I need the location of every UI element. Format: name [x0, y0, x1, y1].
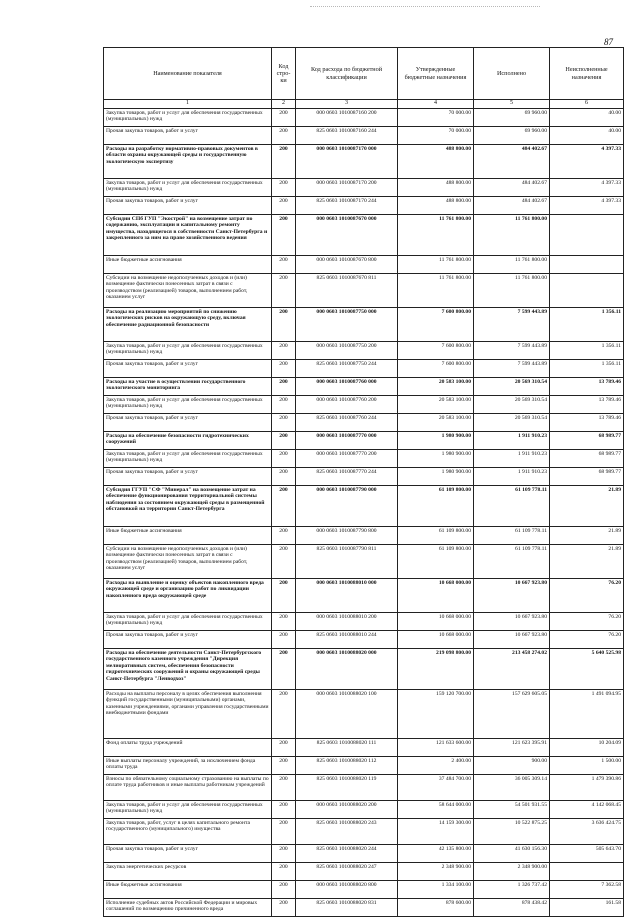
row-line-code: 200: [272, 308, 296, 342]
row-executed: 1 911 910.23: [474, 468, 550, 486]
row-line-code: 200: [272, 256, 296, 274]
table-row: [104, 450, 624, 468]
row-unexecuted: 161.58: [550, 899, 624, 917]
row-executed: 10 522 875.25: [474, 819, 550, 845]
table-row: [104, 819, 624, 845]
row-unexecuted: 1 500.00: [550, 757, 624, 775]
table-row: [104, 899, 624, 917]
row-executed: 484 402.67: [474, 179, 550, 197]
row-approved: 11 761 800.00: [398, 256, 474, 274]
table-row: [104, 215, 624, 256]
row-line-code: 200: [272, 109, 296, 127]
table-row: [104, 179, 624, 197]
table-row: [104, 414, 624, 432]
row-budget-code: 825 0603 1010088020 112: [296, 757, 398, 775]
table-row: [104, 863, 624, 881]
row-executed: 69 960.00: [474, 109, 550, 127]
row-unexecuted: 4 397.33: [550, 197, 624, 215]
row-name: Иные бюджетные ассигнования: [104, 881, 272, 899]
row-budget-code: 000 0603 1010088020 000: [296, 649, 398, 690]
row-budget-code: 000 0603 1010088010 000: [296, 579, 398, 613]
row-line-code: 200: [272, 378, 296, 396]
table-body: [104, 109, 624, 917]
row-name: Прочая закупка товаров, работ и услуг: [104, 631, 272, 649]
row-executed: 7 599 443.89: [474, 308, 550, 342]
table-row: [104, 690, 624, 739]
header-unexecuted: Неисполненные назначения: [550, 48, 624, 100]
row-unexecuted: 3 636 424.75: [550, 819, 624, 845]
row-budget-code: 000 0603 1010087790 800: [296, 527, 398, 545]
row-executed: 10 667 923.80: [474, 613, 550, 631]
row-budget-code: 825 0603 1010087160 244: [296, 127, 398, 145]
row-budget-code: 825 0603 1010088010 244: [296, 631, 398, 649]
row-name: Закупка товаров, работ и услуг для обеспечения государственных (муниципальных) нужд: [104, 179, 272, 197]
row-approved: 61 109 800.00: [398, 486, 474, 527]
table-row: [104, 486, 624, 527]
row-budget-code: 000 0603 1010087770 200: [296, 450, 398, 468]
row-unexecuted: 1 491 094.95: [550, 690, 624, 739]
row-approved: 11 761 800.00: [398, 215, 474, 256]
column-number: 2: [272, 100, 296, 109]
row-budget-code: 825 0603 1010087170 244: [296, 197, 398, 215]
row-unexecuted: 13 789.46: [550, 396, 624, 414]
row-name: Прочая закупка товаров, работ и услуг: [104, 414, 272, 432]
row-budget-code: 000 0603 1010087160 200: [296, 109, 398, 127]
row-name: Фонд оплаты труда учреждений: [104, 739, 272, 757]
table-row: [104, 396, 624, 414]
row-line-code: 200: [272, 432, 296, 450]
row-budget-code: 000 0603 1010088010 200: [296, 613, 398, 631]
row-executed: 10 667 923.80: [474, 631, 550, 649]
header-executed: Исполнено: [474, 48, 550, 100]
row-executed: 20 569 310.54: [474, 396, 550, 414]
row-unexecuted: 4 397.33: [550, 145, 624, 179]
row-unexecuted: 21.89: [550, 486, 624, 527]
row-name: Расходы на выявление и оценку объектов накопленного вреда окружающей среде и организацию работ по ликвидации накопленного вреда окружающей среде: [104, 579, 272, 613]
row-line-code: 200: [272, 649, 296, 690]
table-row: [104, 845, 624, 863]
row-approved: 10 668 000.00: [398, 613, 474, 631]
row-line-code: 200: [272, 197, 296, 215]
row-approved: 10 668 000.00: [398, 631, 474, 649]
table-row: [104, 378, 624, 396]
row-budget-code: 825 0603 1010087770 244: [296, 468, 398, 486]
row-line-code: 200: [272, 450, 296, 468]
row-line-code: 200: [272, 899, 296, 917]
row-line-code: 200: [272, 396, 296, 414]
row-unexecuted: [550, 256, 624, 274]
row-budget-code: 000 0603 1010087790 000: [296, 486, 398, 527]
row-unexecuted: 21.89: [550, 545, 624, 579]
column-number-row: [104, 100, 624, 109]
row-approved: 58 644 000.00: [398, 801, 474, 819]
row-approved: 121 633 600.00: [398, 739, 474, 757]
table-row: [104, 432, 624, 450]
row-executed: 11 761 800.00: [474, 256, 550, 274]
row-name: Расходы на участие в осуществлении государственного экологического мониторинга: [104, 378, 272, 396]
row-unexecuted: 76.20: [550, 579, 624, 613]
row-unexecuted: 40.00: [550, 109, 624, 127]
row-unexecuted: 76.20: [550, 631, 624, 649]
row-approved: 37 484 700.00: [398, 775, 474, 801]
row-name: Закупка энергетических ресурсов: [104, 863, 272, 881]
row-budget-code: 000 0603 1010087170 000: [296, 145, 398, 179]
row-executed: 10 667 923.80: [474, 579, 550, 613]
row-line-code: 200: [272, 342, 296, 360]
table-row: [104, 256, 624, 274]
row-name: Расходы на выплаты персоналу в целях обеспечения выполнения функций государственными (муниципальными) органами, казенными учреждениями, органами управления государственными внебюджетными фондами: [104, 690, 272, 739]
row-line-code: 200: [272, 801, 296, 819]
column-number: 4: [398, 100, 474, 109]
row-unexecuted: 1 356.11: [550, 308, 624, 342]
row-name: Субсидии СПб ГУП "Экострой" на возмещение затрат по содержанию, эксплуатации и капитальному ремонту имущества, находящегося в собственности Санкт-Петербурга и закрепленного за ним на праве хозяйственного ведения: [104, 215, 272, 256]
row-approved: 20 583 100.00: [398, 396, 474, 414]
row-unexecuted: 5 640 525.98: [550, 649, 624, 690]
row-line-code: 200: [272, 613, 296, 631]
header-line-code: Код стро-ки: [272, 48, 296, 100]
row-unexecuted: 4 142 068.45: [550, 801, 624, 819]
header-budget-code: Код расхода по бюджетной классификации: [296, 48, 398, 100]
row-name: Субсидии на возмещение недополученных доходов и (или) возмещение фактически понесенных затрат в связи с производством (реализацией) товаров, выполнением работ, оказанием услуг: [104, 274, 272, 308]
table-row: [104, 775, 624, 801]
row-name: Иные выплаты персоналу учреждений, за исключением фонда оплаты труда: [104, 757, 272, 775]
row-line-code: 200: [272, 863, 296, 881]
row-name: Прочая закупка товаров, работ и услуг: [104, 468, 272, 486]
budget-execution-table: [103, 47, 624, 917]
row-executed: 41 630 156.30: [474, 845, 550, 863]
row-approved: 7 600 800.00: [398, 360, 474, 378]
table-row: [104, 631, 624, 649]
row-unexecuted: 7 362.58: [550, 881, 624, 899]
row-unexecuted: 76.20: [550, 613, 624, 631]
row-line-code: 200: [272, 414, 296, 432]
row-budget-code: 000 0603 1010087670 000: [296, 215, 398, 256]
row-executed: 61 109 778.11: [474, 486, 550, 527]
row-approved: 1 980 900.00: [398, 468, 474, 486]
row-budget-code: 000 0603 1010087170 200: [296, 179, 398, 197]
row-name: Расходы на реализацию мероприятий по снижению экологических рисков на окружающую среду, включая обеспечение радиационной безопасности: [104, 308, 272, 342]
row-executed: 54 501 931.55: [474, 801, 550, 819]
row-line-code: 200: [272, 179, 296, 197]
row-unexecuted: 13 789.46: [550, 414, 624, 432]
row-name: Исполнение судебных актов Российской Федерации и мировых соглашений по возмещению причиненного вреда: [104, 899, 272, 917]
row-approved: 14 159 300.00: [398, 819, 474, 845]
table-row: [104, 109, 624, 127]
row-unexecuted: 21.89: [550, 527, 624, 545]
row-approved: 70 000.00: [398, 109, 474, 127]
row-executed: 20 569 310.54: [474, 414, 550, 432]
column-number: 3: [296, 100, 398, 109]
row-name: Закупка товаров, работ, услуг в целях капитального ремонта государственного (муниципального) имущества: [104, 819, 272, 845]
table-row: [104, 739, 624, 757]
row-name: Закупка товаров, работ и услуг для обеспечения государственных (муниципальных) нужд: [104, 109, 272, 127]
row-line-code: 200: [272, 545, 296, 579]
row-name: Закупка товаров, работ и услуг для обеспечения государственных (муниципальных) нужд: [104, 396, 272, 414]
scan-artifact-line: [310, 6, 540, 8]
row-line-code: 200: [272, 690, 296, 739]
row-executed: 11 761 800.00: [474, 274, 550, 308]
table-row: [104, 197, 624, 215]
row-approved: 20 583 100.00: [398, 378, 474, 396]
row-unexecuted: 68 989.77: [550, 432, 624, 450]
row-executed: 213 458 274.02: [474, 649, 550, 690]
row-budget-code: 825 0603 1010087760 244: [296, 414, 398, 432]
row-approved: 159 120 700.00: [398, 690, 474, 739]
row-approved: 7 600 800.00: [398, 308, 474, 342]
header-name: Наименование показателя: [104, 48, 272, 100]
row-unexecuted: [550, 215, 624, 256]
table-row: [104, 613, 624, 631]
row-executed: 484 402.67: [474, 197, 550, 215]
row-budget-code: 825 0603 1010088020 111: [296, 739, 398, 757]
header-row: [104, 48, 624, 100]
row-name: Субсидия ГГУП "СФ "Минерал" на возмещение затрат на обеспечение функционирования территориальной системы наблюдения за состоянием окружающей среды в размещенной обстановкой на территории Санкт-Петербурга: [104, 486, 272, 527]
row-approved: 1 980 900.00: [398, 450, 474, 468]
row-executed: 900.00: [474, 757, 550, 775]
table-row: [104, 545, 624, 579]
row-approved: 488 800.00: [398, 179, 474, 197]
page-number: 87: [604, 37, 613, 47]
row-executed: 11 761 800.00: [474, 215, 550, 256]
row-approved: 878 600.00: [398, 899, 474, 917]
row-executed: 61 109 778.11: [474, 527, 550, 545]
row-line-code: 200: [272, 145, 296, 179]
table-row: [104, 579, 624, 613]
row-approved: 2 400.00: [398, 757, 474, 775]
row-executed: 1 326 737.42: [474, 881, 550, 899]
row-line-code: 200: [272, 881, 296, 899]
row-line-code: 200: [272, 579, 296, 613]
row-name: Взносы по обязательному социальному страхованию на выплаты по оплате труда работников и иные выплаты работникам учреждений: [104, 775, 272, 801]
row-line-code: 200: [272, 127, 296, 145]
row-approved: 488 800.00: [398, 145, 474, 179]
row-line-code: 200: [272, 486, 296, 527]
row-executed: 69 960.00: [474, 127, 550, 145]
row-executed: 7 599 443.89: [474, 360, 550, 378]
table-row: [104, 801, 624, 819]
row-name: Иные бюджетные ассигнования: [104, 527, 272, 545]
row-executed: 1 911 910.23: [474, 432, 550, 450]
row-name: Прочая закупка товаров, работ и услуг: [104, 127, 272, 145]
row-name: Прочая закупка товаров, работ и услуг: [104, 197, 272, 215]
row-executed: 20 569 310.54: [474, 378, 550, 396]
row-name: Расходы на обеспечение безопасности гидротехнических сооружений: [104, 432, 272, 450]
row-name: Расходы на разработку нормативно-правовых документов в области охраны окружающей среды и государственную экологическую экспертизу: [104, 145, 272, 179]
column-number: 6: [550, 100, 624, 109]
row-unexecuted: 4 397.33: [550, 179, 624, 197]
row-budget-code: 000 0603 1010088020 100: [296, 690, 398, 739]
row-budget-code: 000 0603 1010087770 000: [296, 432, 398, 450]
row-unexecuted: 505 643.70: [550, 845, 624, 863]
table-row: [104, 468, 624, 486]
row-approved: 10 668 000.00: [398, 579, 474, 613]
table-row: [104, 342, 624, 360]
table-row: [104, 145, 624, 179]
row-budget-code: 825 0603 1010087750 244: [296, 360, 398, 378]
row-budget-code: 000 0603 1010087750 000: [296, 308, 398, 342]
table-row: [104, 360, 624, 378]
row-line-code: 200: [272, 468, 296, 486]
row-budget-code: 825 0603 1010088020 244: [296, 845, 398, 863]
row-approved: 11 761 800.00: [398, 274, 474, 308]
header-approved: Утвержденные бюджетные назначения: [398, 48, 474, 100]
row-unexecuted: 40.00: [550, 127, 624, 145]
row-line-code: 200: [272, 757, 296, 775]
row-approved: 1 334 100.00: [398, 881, 474, 899]
table-row: [104, 274, 624, 308]
row-budget-code: 825 0603 1010088020 243: [296, 819, 398, 845]
row-approved: 1 980 900.00: [398, 432, 474, 450]
row-line-code: 200: [272, 274, 296, 308]
row-approved: 70 000.00: [398, 127, 474, 145]
row-name: Прочая закупка товаров, работ и услуг: [104, 845, 272, 863]
row-name: Иные бюджетные ассигнования: [104, 256, 272, 274]
row-name: Закупка товаров, работ и услуг для обеспечения государственных (муниципальных) нужд: [104, 450, 272, 468]
row-executed: 2 348 900.00: [474, 863, 550, 881]
table-row: [104, 881, 624, 899]
row-line-code: 200: [272, 360, 296, 378]
row-line-code: 200: [272, 215, 296, 256]
row-line-code: 200: [272, 775, 296, 801]
table-row: [104, 308, 624, 342]
row-budget-code: 000 0603 1010087760 200: [296, 396, 398, 414]
row-budget-code: 825 0603 1010087670 811: [296, 274, 398, 308]
row-name: Закупка товаров, работ и услуг для обеспечения государственных (муниципальных) нужд: [104, 342, 272, 360]
row-budget-code: 825 0603 1010087790 811: [296, 545, 398, 579]
row-approved: 20 583 100.00: [398, 414, 474, 432]
table-row: [104, 527, 624, 545]
row-budget-code: 000 0603 1010087750 200: [296, 342, 398, 360]
column-number: 5: [474, 100, 550, 109]
row-line-code: 200: [272, 739, 296, 757]
row-unexecuted: 13 789.46: [550, 378, 624, 396]
row-approved: 61 109 800.00: [398, 527, 474, 545]
row-unexecuted: [550, 274, 624, 308]
row-budget-code: 000 0603 1010088020 800: [296, 881, 398, 899]
row-unexecuted: 68 989.77: [550, 450, 624, 468]
row-executed: 1 911 910.23: [474, 450, 550, 468]
row-line-code: 200: [272, 845, 296, 863]
row-unexecuted: [550, 863, 624, 881]
row-approved: 2 348 900.00: [398, 863, 474, 881]
row-approved: 219 098 800.00: [398, 649, 474, 690]
row-budget-code: 000 0603 1010088020 200: [296, 801, 398, 819]
row-name: Субсидии на возмещение недополученных доходов и (или) возмещение фактически понесенных затрат в связи с производством (реализацией) товаров, выполнением работ, оказанием услуг: [104, 545, 272, 579]
row-unexecuted: 1 479 390.86: [550, 775, 624, 801]
row-unexecuted: 10 204.09: [550, 739, 624, 757]
row-name: Прочая закупка товаров, работ и услуг: [104, 360, 272, 378]
row-executed: 121 623 395.91: [474, 739, 550, 757]
row-approved: 61 109 800.00: [398, 545, 474, 579]
row-budget-code: 000 0603 1010087670 800: [296, 256, 398, 274]
row-approved: 7 600 800.00: [398, 342, 474, 360]
row-line-code: 200: [272, 631, 296, 649]
row-line-code: 200: [272, 527, 296, 545]
row-unexecuted: 1 356.11: [550, 360, 624, 378]
row-budget-code: 825 0603 1010088020 247: [296, 863, 398, 881]
row-executed: 157 629 605.05: [474, 690, 550, 739]
row-executed: 878 438.42: [474, 899, 550, 917]
row-approved: 42 135 800.00: [398, 845, 474, 863]
table-row: [104, 127, 624, 145]
row-budget-code: 825 0603 1010088020 119: [296, 775, 398, 801]
row-executed: 7 599 443.89: [474, 342, 550, 360]
row-executed: 484 402.67: [474, 145, 550, 179]
column-number: 1: [104, 100, 272, 109]
row-executed: 61 109 778.11: [474, 545, 550, 579]
row-name: Расходы на обеспечение деятельности Санкт-Петербургского государственного казенного учреждения "Дирекция мелиоративных систем, обеспечения безопасности гидротехнических сооружений и охраны окружающей среды Санкт-Петербурга "Ленводхоз": [104, 649, 272, 690]
row-approved: 488 800.00: [398, 197, 474, 215]
table-row: [104, 649, 624, 690]
row-name: Закупка товаров, работ и услуг для обеспечения государственных (муниципальных) нужд: [104, 613, 272, 631]
table-row: [104, 757, 624, 775]
row-budget-code: 000 0603 1010087760 000: [296, 378, 398, 396]
row-executed: 36 005 309.14: [474, 775, 550, 801]
row-unexecuted: 1 356.11: [550, 342, 624, 360]
row-name: Закупка товаров, работ и услуг для обеспечения государственных (муниципальных) нужд: [104, 801, 272, 819]
row-unexecuted: 68 989.77: [550, 468, 624, 486]
row-budget-code: 825 0603 1010088020 831: [296, 899, 398, 917]
row-line-code: 200: [272, 819, 296, 845]
